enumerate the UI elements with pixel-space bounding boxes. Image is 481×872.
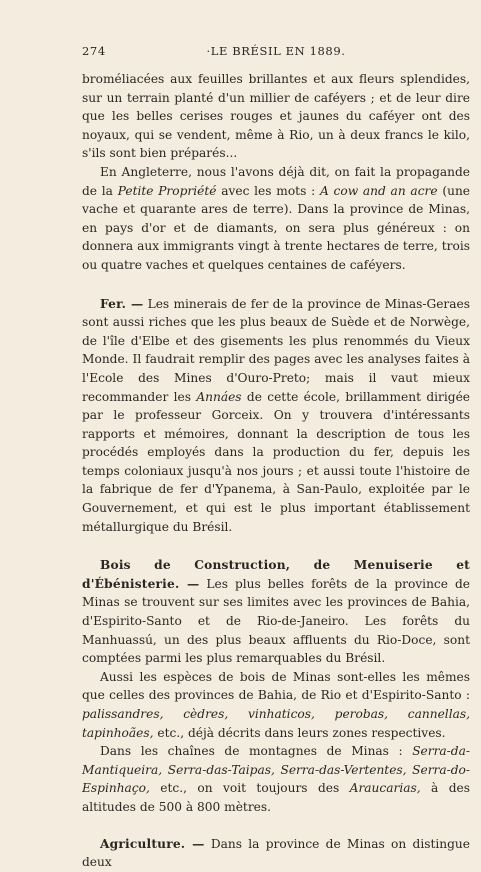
section-heading: Bois de Construction, de Menuiserie et d'Ébénisterie. — [82, 558, 470, 591]
paragraph-text: Les minerais de fer de la province de Minas-Geraes sont aussi riches que les plus beaux de Suède et de Norwège, de l'île d'Elbe et des gisements les plus renommés du Vieux Monde. Il faudrait remplir des pages avec les analyses faites à l'Ecole des Mines d'Ouro-Preto; mais il vaut mieux recommander les [82, 296, 470, 404]
paragraph-especes [82, 668, 470, 742]
paragraph-petite-propriete [82, 163, 470, 275]
paragraph-montagnes [82, 742, 470, 816]
paragraph-text: Dans la province de Minas on distingue deux [82, 836, 470, 870]
section-fer [82, 295, 470, 537]
paragraph-text: avec les mots : [216, 183, 320, 198]
paragraph-continuation [82, 70, 470, 163]
paragraph-text: broméliacées aux feuilles brillantes et aux fleurs splendides, sur un terrain planté d'un millier de caféyers ; et de leur dire que les belles cerises rouges et jaunes du caféyer ont des noyaux, qui se vendent, même à Rio, un à deux francs le kilo, s'ils sont bien préparés... [82, 72, 470, 161]
paragraph-text: (une vache et quarante ares de terre). Dans la province de Minas, en pays d'or et de diamants, on sera plus généreux : on donnera aux immigrants vingt à trente hectares de terre, trois ou quatre vaches et quelques centaines de caféyers. [82, 183, 471, 272]
italic-term: Annáes [196, 389, 242, 404]
paragraph-text: etc., déjà décrits dans leurs zones respectives. [153, 725, 446, 740]
italic-term-list: palissandres, cèdres, vinhaticos, perobas, cannellas, tapinhoães, [82, 707, 470, 740]
italic-quote: A cow and an acre [319, 183, 438, 198]
section-agriculture [82, 835, 470, 872]
running-title: ·LE BRÉSIL EN 1889. [206, 44, 346, 58]
page-header [82, 44, 470, 60]
paragraph-text: Dans les chaînes de montagnes de Minas : [100, 744, 413, 759]
italic-term: Araucarias, [349, 781, 421, 796]
paragraph-text: de cette école, brillamment dirigée par le professeur Gorceix. On y trouvera d'intéressants rapports et mémoires, donnant la description de tous les procédés employés dans la production du fer, depuis les temps coloniaux jusqu'à nos jours ; et aussi toute l'histoire de la fabrique de fer d'Ypanema, à San-Paulo, exploitée par le Gouvernement, et qui est le plus important établissement métallurgique du Brésil. [82, 389, 470, 534]
section-heading: Agriculture. — [100, 836, 205, 851]
paragraph-text: à des altitudes de 500 à 800 mètres. [82, 781, 470, 814]
paragraph-text: Les plus belles forêts de la province de Minas se trouvent sur ses limites avec les provinces de Bahia, d'Espirito-Santo et de Rio-de-Janeiro. Les forêts du Manhuassú, un des plus beaux affluents du Rio-Doce, sont comptées parmi les plus remarquables du Brésil. [82, 576, 470, 666]
page-body [82, 70, 470, 872]
italic-term-list: Serra-da-Mantiqueira, Serra-das-Taipas, Serra-das-Vertentes, Serra-do-Espinhaço, [82, 744, 470, 796]
paragraph-text: etc., on voit toujours des [149, 781, 350, 796]
section-bois [82, 556, 470, 668]
section-heading: Fer. — [100, 296, 144, 311]
paragraph-text: En Angleterre, nous l'avons déjà dit, on fait la propagande de la [82, 164, 470, 198]
italic-term: Petite Propriété [117, 183, 217, 198]
paragraph-text: Aussi les espèces de bois de Minas sont-elles les mêmes que celles des provinces de Bahia, de Rio et d'Espirito-Santo : [82, 669, 470, 703]
page-number: 274 [82, 44, 106, 58]
